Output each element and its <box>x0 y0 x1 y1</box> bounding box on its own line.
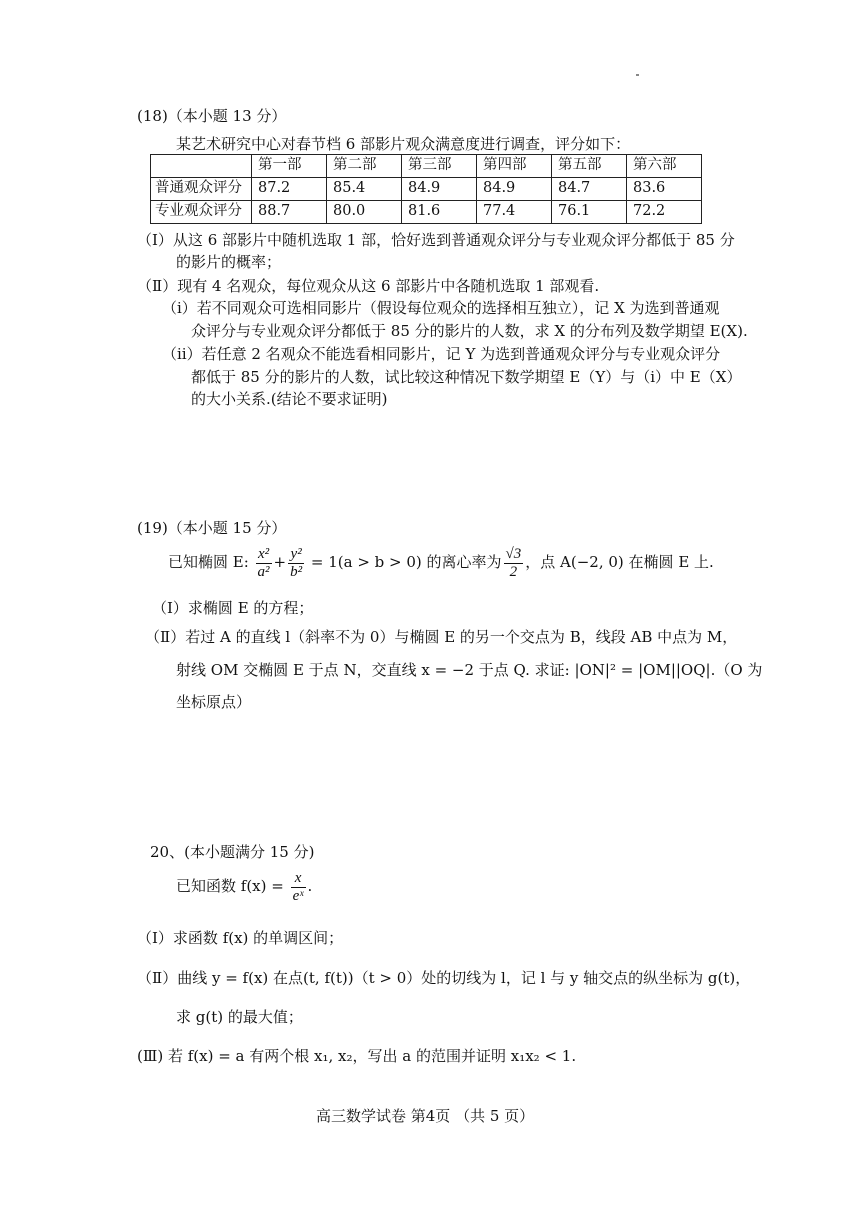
q19-intro-a: 已知椭圆 E: <box>168 553 254 571</box>
table-col-header: 第五部 <box>552 155 627 178</box>
table-header-row <box>151 155 702 178</box>
q18-header: (18)（本小题 13 分） <box>137 107 287 125</box>
table-cell: 76.1 <box>552 201 627 224</box>
ellipse-x-term <box>256 546 272 580</box>
q20-part2-line1: （Ⅱ）曲线 y = f(x) 在点(t, f(t))（t > 0）处的切线为 l，记 l 与 y 轴交点的纵坐标为 g(t)， <box>137 969 751 987</box>
q18-sub1-line2: 众评分与专业观众评分都低于 85 分的影片的人数，求 X 的分布列及数学期望 E(X). <box>191 322 748 340</box>
frac-denominator: eˣ <box>292 887 304 904</box>
frac-denominator: 2 <box>509 563 518 580</box>
frac-numerator: x² <box>256 546 272 564</box>
q20-part3: (Ⅲ) 若 f(x) = a 有两个根 x₁, x₂，写出 a 的范围并证明 x₁x₂ < 1. <box>137 1047 577 1065</box>
scan-speck <box>636 74 639 76</box>
ellipse-y-term <box>288 546 304 580</box>
table-row-label: 专业观众评分 <box>151 201 252 224</box>
table-cell: 77.4 <box>477 201 552 224</box>
q20-intro <box>176 870 312 904</box>
q20-intro-b: . <box>307 877 313 895</box>
frac-numerator: √3 <box>505 546 522 562</box>
table-cell: 81.6 <box>402 201 477 224</box>
q20-part1: （Ⅰ）求函数 f(x) 的单调区间； <box>137 929 344 947</box>
table-cell: 72.2 <box>627 201 702 224</box>
score-table <box>150 154 702 224</box>
table-col-header: 第二部 <box>327 155 402 178</box>
table-corner-cell <box>151 155 252 178</box>
table-cell: 87.2 <box>252 178 327 201</box>
frac-denominator: a² <box>257 563 270 580</box>
function-fraction <box>291 870 306 904</box>
table-row <box>151 178 702 201</box>
eccentricity-fraction <box>504 546 524 580</box>
table-cell: 80.0 <box>327 201 402 224</box>
frac-denominator: b² <box>290 563 303 580</box>
q19-intro: 已知椭圆 E: $\frac{\text{x²}}{\text{a²}}$ + $\frac{\text{y²}}{\text{b²}}$ = 1(a > b > 0) 的离心率为 $\frac{√3}{2}$ ，点 A(−2, 0) 在椭圆 E 上. <box>168 546 714 580</box>
table-row-label: 普通观众评分 <box>151 178 252 201</box>
table-col-header: 第六部 <box>627 155 702 178</box>
table-cell: 84.7 <box>552 178 627 201</box>
q19-part1: （Ⅰ）求椭圆 E 的方程； <box>152 599 314 617</box>
table-cell: 88.7 <box>252 201 327 224</box>
table-col-header: 第四部 <box>477 155 552 178</box>
table-row <box>151 201 702 224</box>
frac-numerator: y² <box>288 546 304 564</box>
q18-intro: 某艺术研究中心对春节档 6 部影片观众满意度进行调查，评分如下： <box>176 135 631 153</box>
page-footer: 高三数学试卷 第4页 （共 5 页） <box>316 1107 535 1125</box>
q18-part1-line1: （Ⅰ）从这 6 部影片中随机选取 1 部，恰好选到普通观众评分与专业观众评分都低于 85 分 <box>137 231 735 249</box>
q19-part2-line1: （Ⅱ）若过 A 的直线 l（斜率不为 0）与椭圆 E 的另一个交点为 B，线段 AB 中点为 M， <box>145 628 738 646</box>
q18-sub2-line3: 的大小关系.(结论不要求证明) <box>191 390 388 408</box>
q20-part2-line2: 求 g(t) 的最大值； <box>176 1008 303 1026</box>
q20-intro-a: 已知函数 f(x) = <box>176 877 289 895</box>
q19-header: (19)（本小题 15 分） <box>137 519 287 537</box>
q19-part2-line3: 坐标原点） <box>176 693 252 711</box>
table-cell: 84.9 <box>477 178 552 201</box>
table-col-header: 第一部 <box>252 155 327 178</box>
table-cell: 84.9 <box>402 178 477 201</box>
q18-sub1-line1: （ⅰ）若不同观众可选相同影片（假设每位观众的选择相互独立），记 X 为选到普通观 <box>162 299 720 317</box>
q18-part2-line1: （Ⅱ）现有 4 名观众，每位观众从这 6 部影片中各随机选取 1 部观看. <box>137 277 600 295</box>
table-cell: 85.4 <box>327 178 402 201</box>
q18-sub2-line1: （ⅱ）若任意 2 名观众不能选看相同影片，记 Y 为选到普通观众评分与专业观众评分 <box>162 345 721 363</box>
q19-eq-tail: = 1(a > b > 0) 的离心率为 <box>306 553 502 571</box>
table-cell: 83.6 <box>627 178 702 201</box>
frac-numerator: x <box>291 870 306 888</box>
q19-part2-line2: 射线 OM 交椭圆 E 于点 N，交直线 x = −2 于点 Q. 求证: |ON|² = |OM||OQ|.（O 为 <box>176 661 763 679</box>
table-col-header: 第三部 <box>402 155 477 178</box>
q18-sub2-line2: 都低于 85 分的影片的人数，试比较这种情况下数学期望 E（Y）与（ⅰ）中 E（X） <box>191 368 742 386</box>
q18-part1-line2: 的影片的概率； <box>176 253 282 271</box>
q20-header: 20、(本小题满分 15 分) <box>150 843 315 861</box>
q19-intro-b: ，点 A(−2, 0) 在椭圆 E 上. <box>525 553 714 571</box>
